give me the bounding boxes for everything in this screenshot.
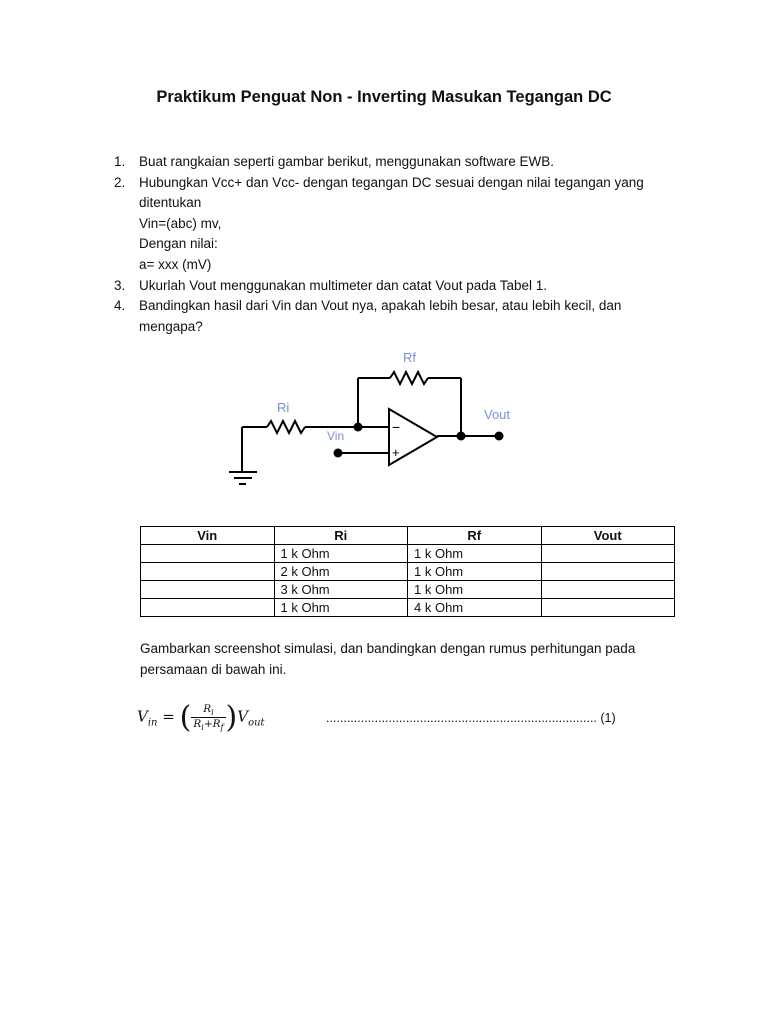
cell-vout — [541, 545, 675, 563]
header-vin: Vin — [141, 527, 275, 545]
step-item — [114, 296, 684, 337]
steps-list — [114, 152, 684, 337]
step-number: 2. — [114, 174, 126, 190]
table-header-row — [141, 527, 675, 545]
ri-label: Ri — [277, 400, 290, 415]
cell-rf: 4 k Ohm — [408, 599, 542, 617]
equation-leader — [326, 711, 676, 725]
eq-close-paren: ) — [225, 700, 238, 735]
minus-sign: − — [392, 419, 401, 435]
cell-vout — [541, 581, 675, 599]
equation — [137, 700, 265, 735]
step-item — [114, 152, 684, 173]
eq-fraction — [191, 703, 225, 732]
header-ri: Ri — [274, 527, 408, 545]
step-number: 3. — [114, 277, 126, 293]
step-number: 4. — [114, 298, 126, 314]
rf-label: Rf — [403, 350, 416, 365]
cell-ri: 1 k Ohm — [274, 545, 408, 563]
table-row — [141, 599, 675, 617]
eq-lhs: V — [137, 707, 148, 726]
cell-vin — [141, 581, 275, 599]
vin-label: Vin — [327, 429, 345, 443]
step-number: 1. — [114, 154, 126, 169]
eq-rhs: V — [237, 707, 249, 726]
cell-ri: 3 k Ohm — [274, 581, 408, 599]
cell-ri: 1 k Ohm — [274, 599, 408, 617]
table-row — [141, 545, 675, 563]
data-table — [140, 526, 675, 617]
vout-label: Vout — [484, 407, 511, 422]
eq-numerator — [191, 703, 225, 718]
step-text: Ukurlah Vout menggunakan multimeter dan catat Vout pada Tabel 1. — [139, 277, 548, 293]
instruction-paragraph: Gambarkan screenshot simulasi, dan bandingkan dengan rumus perhitungan pada persamaan di bawah ini. — [140, 641, 636, 677]
header-rf: Rf — [408, 527, 542, 545]
eq-open-paren: ( — [179, 700, 192, 735]
step-text: Vin=(abc) mv, — [139, 215, 222, 231]
cell-vin — [141, 545, 275, 563]
leader-dots: .............................................................................. — [326, 711, 597, 725]
equation-number: (1) — [600, 711, 616, 725]
cell-vin — [141, 599, 275, 617]
step-item — [114, 276, 684, 297]
vout-terminal — [495, 432, 504, 441]
step-item — [114, 173, 684, 276]
table-row — [141, 581, 675, 599]
step-text: Buat rangkaian seperti gambar berikut, menggunakan software EWB. — [139, 154, 554, 169]
eq-denominator — [191, 718, 225, 732]
cell-vout — [541, 599, 675, 617]
eq-equals: = — [162, 707, 175, 726]
junction-node — [354, 423, 363, 432]
eq-num: R — [203, 702, 212, 715]
rf-resistor — [390, 372, 428, 384]
eq-den: R — [193, 718, 202, 730]
step-text: Dengan nilai: — [139, 236, 218, 252]
cell-rf: 1 k Ohm — [408, 581, 542, 599]
ri-resistor — [267, 421, 305, 433]
eq-num-sub: i — [211, 708, 214, 717]
step-text: Hubungkan Vcc+ dan Vcc- dengan tegangan DC sesuai dengan nilai tegangan yang ditentukan — [139, 174, 644, 211]
header-vout: Vout — [541, 527, 675, 545]
step-text: Bandingkan hasil dari Vin dan Vout nya, apakah lebih besar, atau lebih kecil, dan mengapa? — [139, 298, 622, 334]
output-node — [457, 432, 466, 441]
vin-terminal — [334, 449, 343, 458]
eq-den-sub2: f — [220, 723, 224, 733]
eq-rhs-sub: out — [248, 717, 265, 729]
cell-vin — [141, 563, 275, 581]
step-text: a= xxx (mV) — [139, 256, 212, 272]
eq-lhs-sub: in — [147, 717, 158, 729]
cell-rf: 1 k Ohm — [408, 563, 542, 581]
table-row — [141, 563, 675, 581]
document-title: Praktikum Penguat Non - Inverting Masukan Tegangan DC — [156, 88, 612, 106]
opamp-circuit-diagram — [225, 345, 525, 495]
plus-sign: + — [392, 445, 400, 460]
eq-den-plus: +R — [203, 718, 221, 730]
cell-rf: 1 k Ohm — [408, 545, 542, 563]
eq-den-sub: i — [201, 723, 204, 733]
cell-vout — [541, 563, 675, 581]
cell-ri: 2 k Ohm — [274, 563, 408, 581]
